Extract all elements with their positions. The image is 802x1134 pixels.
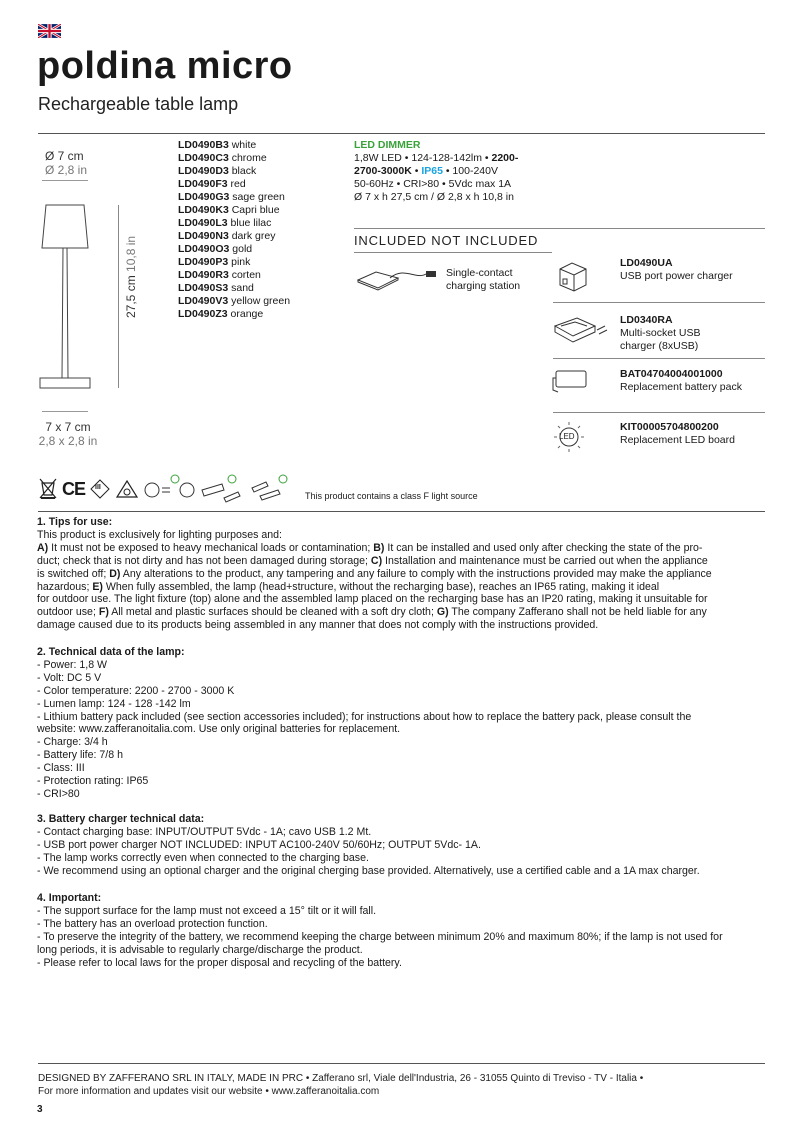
battery-pack-icon: [552, 368, 592, 396]
technical-line: - CRI>80: [37, 787, 80, 800]
header-divider: [38, 133, 765, 134]
diameter-in: Ø 2,8 in: [45, 163, 88, 177]
footer-line: For more information and updates visit our website • www.zafferanoitalia.com: [38, 1086, 380, 1097]
led-replaceable-icons: [142, 474, 292, 504]
page-subtitle: Rechargeable table lamp: [38, 94, 239, 114]
led-board-icon-label: LED: [559, 432, 575, 441]
included-heading: INCLUDED NOT INCLUDED: [354, 233, 539, 248]
charging-station-icon: [354, 262, 442, 292]
spec-line: 1,8W LED • 124-128-142lm • 2200-: [354, 152, 519, 164]
usb-charger-icon: [556, 259, 594, 295]
code-row: LD0490V3 yellow green: [178, 295, 291, 307]
important-line: - The battery has an overload protection function.: [37, 917, 268, 930]
code-row: LD0490B3 white: [178, 139, 257, 151]
diameter-cm: Ø 7 cm: [45, 149, 84, 163]
spec-line: 50-60Hz • CRI>80 • 5Vdc max 1A: [354, 178, 512, 190]
base-dimension: [38, 420, 98, 448]
accessory-item: [620, 314, 701, 353]
charger-line: - We recommend using an optional charger and the original cherging base provided. Alternatively, use a certified cable and a 1A max charger.: [37, 864, 700, 877]
height-line: [118, 205, 119, 388]
accessory-code: LD0340RA: [620, 314, 673, 326]
important-line: - To preserve the integrity of the battery, we recommend keeping the charge between minimum 20% and maximum 80%; if the lamp is not used for: [37, 930, 723, 943]
section-divider: [38, 511, 765, 512]
footer-line: DESIGNED BY ZAFFERANO SRL IN ITALY, MADE IN PRC • Zafferano srl, Viale dell'Industria, 26 - 31055 Quinto di Treviso - TV - Italia •: [38, 1073, 644, 1084]
code-row: LD0490N3 dark grey: [178, 230, 276, 242]
important-line: long periods, it is advisable to regularly charge/discharge the product.: [37, 943, 363, 956]
code-row: LD0490O3 gold: [178, 243, 253, 255]
tips-line: damage caused due to its products being assembled in any manner that does not comply with the instructions provided.: [37, 619, 599, 632]
tips-line: duct; check that is not dirty and has not been damaged during storage; C) Installation and maintenance must be carried out when the appliance: [37, 554, 708, 567]
charger-line: - USB port power charger NOT INCLUDED: INPUT AC100-240V 50/60Hz; OUTPUT 5Vdc- 1A.: [37, 838, 481, 851]
weee-bin-icon: [38, 478, 58, 500]
important-line: - The support surface for the lamp must not exceed a 15° tilt or it will fall.: [37, 904, 377, 917]
technical-section: [37, 646, 755, 801]
accessory-item: [620, 421, 735, 447]
technical-line: - Class: III: [37, 762, 85, 775]
included-top-divider: [354, 228, 765, 229]
code-row: LD0490L3 blue lilac: [178, 217, 272, 229]
tips-line: is switched off; D) Any alterations to the product, any tampering and any failure to comply with the instructions provided may make the appliance: [37, 567, 712, 580]
accessory-desc: USB port power charger: [620, 270, 733, 282]
code-row: LD0490K3 Capri blue: [178, 204, 280, 216]
accessory-divider: [553, 358, 765, 359]
code-row: LD0490D3 black: [178, 165, 257, 177]
spec-line: 2700-3000K • IP65 • 100-240V: [354, 165, 498, 177]
accessory-item: [620, 368, 742, 394]
accessory-code: KIT00005704800200: [620, 421, 719, 433]
accessory-item: [620, 257, 733, 283]
code-row: LD0490C3 chrome: [178, 152, 267, 164]
height-in: 10,8 in: [124, 235, 138, 272]
accessory-desc: Replacement battery pack: [620, 381, 742, 393]
footer-divider: [38, 1063, 765, 1064]
tips-line: for outdoor use. The light fixture (top) alone and the assembled lamp placed on the recharging base has an IP20 rating, making it unsuitable for: [37, 593, 708, 606]
diameter-line: [42, 180, 88, 181]
charger-heading: 3. Battery charger technical data:: [37, 813, 205, 825]
led-spec: [354, 139, 554, 204]
accessory-code: LD0490UA: [620, 257, 673, 269]
technical-line: - Volt: DC 5 V: [37, 671, 102, 684]
technical-line: - Battery life: 7/8 h: [37, 749, 123, 762]
charger-line: - Contact charging base: INPUT/OUTPUT 5Vdc - 1A; cavo USB 1.2 Mt.: [37, 825, 372, 838]
important-line: - Please refer to local laws for the proper disposal and recycling of the battery.: [37, 956, 402, 969]
base-in: 2,8 x 2,8 in: [38, 434, 98, 448]
height-cm: 27,5 cm: [124, 275, 138, 318]
accessory-desc: Replacement LED board: [620, 434, 735, 446]
tips-intro: This product is exclusively for lighting purposes and:: [37, 528, 282, 541]
code-row: LD0490R3 corten: [178, 269, 261, 281]
technical-heading: 2. Technical data of the lamp:: [37, 646, 185, 658]
code-row: LD0490Z3 orange: [178, 308, 264, 320]
technical-line: website: www.zafferanoitalia.com. Use only original batteries for replacement.: [37, 723, 401, 736]
uk-flag-icon: [38, 24, 61, 38]
diameter-dimension: [45, 149, 87, 177]
ce-mark: CE: [62, 479, 86, 499]
accessory-divider: [553, 412, 765, 413]
page-title: poldina micro: [37, 45, 293, 87]
code-row: LD0490P3 pink: [178, 256, 251, 268]
height-dimension: [124, 236, 138, 318]
code-row: LD0490G3 sage green: [178, 191, 285, 203]
base-cm: 7 x 7 cm: [45, 420, 91, 434]
lamp-drawing: [36, 200, 96, 392]
technical-line: - Charge: 3/4 h: [37, 736, 108, 749]
class-3-label: III: [95, 484, 101, 491]
product-codes-list: [178, 139, 290, 321]
technical-line: - Lithium battery pack included (see section accessories included); for instructions about how to replace the battery pack, please consult the: [37, 710, 692, 723]
charger-section: [37, 813, 755, 878]
accessory-desc: charger (8xUSB): [620, 340, 699, 352]
multi-usb-charger-icon: [553, 314, 609, 346]
footer: [38, 1072, 643, 1098]
code-row: LD0490F3 red: [178, 178, 246, 190]
base-line: [42, 411, 88, 412]
important-heading: 4. Important:: [37, 892, 102, 904]
technical-line: - Power: 1,8 W: [37, 658, 108, 671]
spec-line: Ø 7 x h 27,5 cm / Ø 2,8 x h 10,8 in: [354, 191, 514, 203]
page-number: 3: [37, 1104, 43, 1115]
tips-line: outdoor use; F) All metal and plastic surfaces should be cleaned with a soft dry cloth; G) The company Zafferano shall not be held liable for any: [37, 606, 707, 619]
charger-line: - The lamp works correctly even when connected to the charging base.: [37, 851, 369, 864]
tips-section: [37, 516, 755, 632]
technical-line: - Color temperature: 2200 - 2700 - 3000 K: [37, 684, 235, 697]
tips-heading: 1. Tips for use:: [37, 516, 113, 528]
included-divider: [354, 252, 552, 253]
spec-heading: LED DIMMER: [354, 139, 421, 151]
technical-line: - Protection rating: IP65: [37, 775, 149, 788]
tips-line: hazardous; E) When fully assembled, the lamp (head+structure, without the recharging base), reaches an IP65 rating, making it ideal: [37, 580, 660, 593]
technical-line: - Lumen lamp: 124 - 128 -142 lm: [37, 697, 191, 710]
accessory-desc: Multi-socket USB: [620, 327, 701, 339]
accessory-divider: [553, 302, 765, 303]
important-section: [37, 892, 755, 969]
light-source-note: This product contains a class F light source: [305, 491, 478, 501]
charging-station-label: Single-contact charging station: [446, 267, 521, 292]
accessory-code: BAT04704004001000: [620, 368, 723, 380]
code-row: LD0490S3 sand: [178, 282, 254, 294]
tips-line: A) It must not be exposed to heavy mechanical loads or contamination; B) It can be installed and used only after checking the state of the pro-: [37, 541, 703, 554]
triangle-warning-icon: [116, 479, 138, 499]
certification-symbols: [38, 474, 308, 504]
